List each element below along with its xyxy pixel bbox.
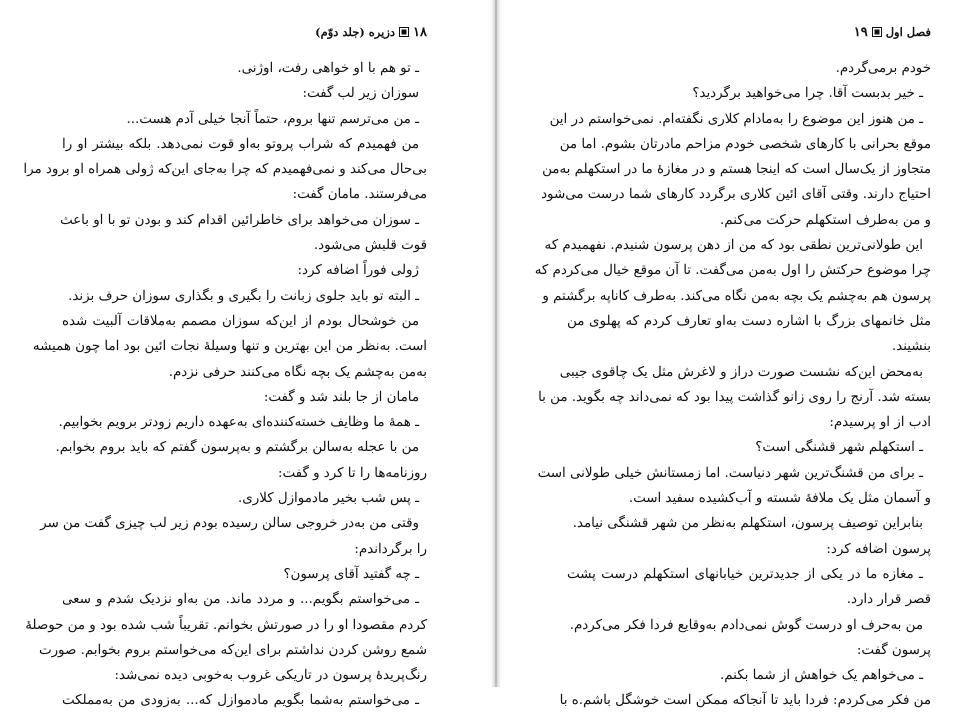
text-line: ـ تو هم با او خواهی رفت، اوژنی. bbox=[237, 61, 419, 76]
text-line: و من به‌طرف استکهلم حرکت می‌کنم. bbox=[720, 212, 931, 228]
text-line: موقع بحرانی با کارهای شخصی خودم مزاحم مادرتان بشوم. اما من bbox=[559, 136, 931, 152]
left-page-number: ۱۸ bbox=[413, 24, 427, 40]
text-line: سوزان زیر لب گفت: bbox=[302, 86, 419, 102]
text-line: این طولانی‌ترین نطقی بود که من از دهن پرسون شنیدم. نفهمیدم که bbox=[544, 238, 923, 254]
text-line: ژولی فوراً اضافه کرد: bbox=[297, 263, 419, 279]
text-line: ـ برای من قشنگ‌ترین شهر دنیاست. اما زمستانش خیلی طولانی است bbox=[537, 465, 923, 481]
text-line: من فکر می‌کردم: فردا باید تا آنجاکه ممکن است خوشگل باشم.ه با bbox=[559, 693, 931, 709]
text-line: کردم مقصودا او را در صورتش بخوانم. تقریباً شب شده بود و من حوصلهٔ bbox=[25, 617, 427, 633]
text-line: قوت قلبش می‌شود. bbox=[313, 238, 427, 254]
right-page bbox=[501, 0, 975, 709]
text-line: به‌من به‌چشم یک بچه نگاه می‌کنند حرفی نزدم. bbox=[168, 364, 427, 380]
text-line: بی‌حال می‌کند و نمی‌فهمیدم که چرا به‌جای این‌که ژولی همراه او برود مرا bbox=[23, 162, 427, 178]
text-line: روزنامه‌ها را تا کرد و گفت: bbox=[278, 465, 427, 481]
text-line: پرسون هم به‌چشم یک بچه به‌من نگاه می‌کند. به‌طرف کاناپه برگشتم و bbox=[542, 288, 931, 304]
book-gutter bbox=[491, 0, 501, 687]
right-running-title: فصل اول bbox=[885, 25, 931, 39]
text-line: ـ پس شب بخیر مادموازل کلاری. bbox=[238, 491, 419, 507]
text-line: ـ من می‌ترسم تنها بروم، حتماً آنجا خیلی آدم هست... bbox=[126, 111, 419, 127]
text-line: چرا موضوع حرکتش را اول به‌من می‌گفت. تا آن موقع خیال می‌کردم که bbox=[534, 263, 931, 279]
text-line: ادب از او پرسیدم: bbox=[829, 415, 931, 431]
text-line: مامان از جا بلند شد و گفت: bbox=[263, 389, 419, 405]
square-ornament-icon bbox=[872, 27, 882, 37]
text-line: و آسمان مثل یک ملافهٔ شسته و آب‌کشیده سفید است. bbox=[628, 491, 931, 507]
left-page-body bbox=[23, 56, 427, 714]
text-line: ـ خیر بدبست آقا. چرا می‌خواهید برگردید؟ bbox=[692, 86, 923, 102]
text-line: می‌فرستند. مامان گفت: bbox=[292, 187, 427, 203]
text-line: متجاوز از یک‌سال است که اینجا هستم و در مغازهٔ ما در استکهلم به‌من bbox=[542, 162, 931, 178]
text-line: قصر قرار دارد. bbox=[846, 592, 931, 608]
text-line: ـ البته تو باید جلوی زبانت را بگیری و بگذاری سوزان حرف بزند. bbox=[68, 288, 419, 304]
text-line: مثل خانمهای بزرگ با اشاره دست به‌او تعارف کردم که پهلوی من bbox=[567, 313, 931, 329]
text-line: ـ استکهلم شهر قشنگی است؟ bbox=[755, 440, 923, 456]
text-line: ـ چه گفتید آقای پرسون؟ bbox=[283, 566, 419, 582]
text-line: احتیاج دارند. وقتی آقای ائین کلاری برگردد کارهای شما درست می‌شود bbox=[541, 187, 931, 203]
text-line: من خوشحال بودم از این‌که سوزان مصمم به‌ملاقات آلبیت شده bbox=[62, 313, 419, 329]
text-line: من فهمیدم که شراب پروتو به‌او قوت نمی‌دهد. بلکه بیشتر او را bbox=[62, 136, 419, 152]
text-line: بنابراین توصیف پرسون، استکهلم به‌نظر من شهر قشنگی نیامد. bbox=[572, 516, 923, 532]
text-line: ـ می‌خواهم یک خواهش از شما بکنم. bbox=[719, 668, 923, 684]
text-line: ـ می‌خواستم بگویم... و مردد ماند. من به‌او نزدیک شدم و سعی bbox=[62, 592, 419, 608]
right-running-head bbox=[854, 24, 931, 40]
text-line: پرسون اضافه کرد: bbox=[826, 541, 931, 557]
text-line: به‌محض این‌که نشست صورت دراز و لاغرش مثل یک چاقوی جیبی bbox=[559, 364, 923, 380]
square-ornament-icon bbox=[399, 27, 409, 37]
text-line: پرسون گفت: bbox=[856, 642, 931, 658]
right-page-body bbox=[534, 56, 931, 714]
left-running-head bbox=[315, 24, 427, 40]
text-line: است. به‌نظر من این بهترین و تنها وسیلهٔ نجات ائین بود اما چون همیشه bbox=[32, 339, 427, 355]
left-running-title: دزیره (جلد دوّم) bbox=[315, 25, 396, 39]
text-line: من به‌حرف او درست گوش نمی‌دادم به‌وقایع فردا فکر می‌کردم. bbox=[569, 617, 923, 633]
text-line: بنشیند. bbox=[891, 339, 931, 355]
right-page-number: ۱۹ bbox=[853, 24, 868, 40]
text-line: را برگرداندم: bbox=[354, 541, 427, 557]
text-line: ـ سوزان می‌خواهد برای خاطرائین اقدام کند و بودن تو با او باعث bbox=[60, 212, 419, 228]
text-line: خودم برمی‌گردم. bbox=[835, 61, 931, 76]
text-line: ـ من هنوز این موضوع را به‌مادام کلاری نگفته‌ام. نمی‌خواستم در این bbox=[549, 111, 923, 127]
text-line: شمع روشن کردن نداشتم برای این‌که می‌خواستم بروم بخوابم. صورت bbox=[38, 642, 427, 658]
text-line: بسته شد. آرنج را روی زانو گذاشت پیدا بود که نمی‌داند چه بگوید. من با bbox=[538, 389, 931, 405]
text-line: من با عجله به‌سالن برگشتم و به‌پرسون گفتم که باید بروم بخوابم. bbox=[55, 440, 419, 456]
text-line: وقتی من به‌در خروجی سالن رسیده بودم زیر لب چیزی گفت من سر bbox=[40, 516, 419, 532]
text-line: ـ مغازه ما در یکی از جدیدترین خیابانهای استکهلم درست پشت bbox=[567, 566, 923, 582]
text-line: رنگ‌پریدهٔ پرسون در تاریکی غروب به‌خوبی دیده نمی‌شد: bbox=[114, 668, 427, 684]
text-line: ـ همهٔ ما وظایف خسته‌کننده‌ای به‌عهده داریم زودتر برویم بخوابیم. bbox=[58, 415, 419, 431]
text-line: ـ می‌خواستم به‌شما بگویم مادموازل که... به‌زودی من به‌مملکت bbox=[62, 693, 419, 709]
